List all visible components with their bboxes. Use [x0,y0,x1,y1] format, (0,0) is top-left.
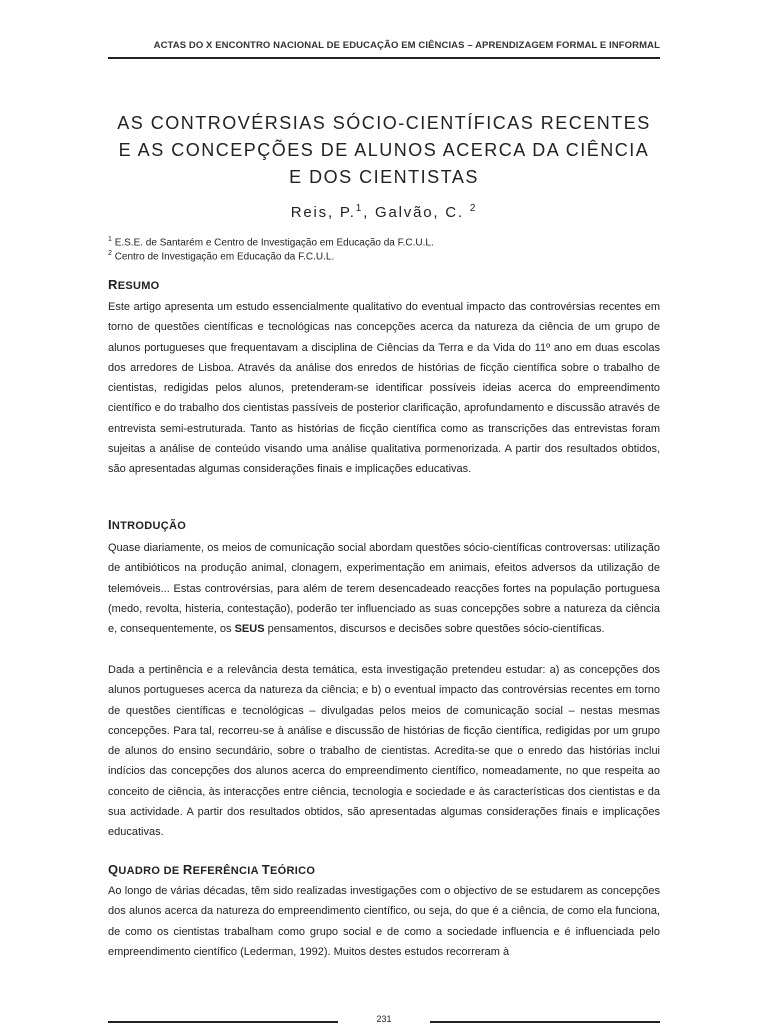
affiliation-text: Centro de Investigação em Educação da F.C.U.L. [114,251,335,263]
author-separator: , [363,204,376,221]
affiliation-1 [108,236,660,248]
title-line-3: E DOS CIENTISTAS [289,167,479,187]
author-list [108,203,660,221]
footer-divider-right [430,1021,660,1023]
section-heading-introducao: INTRODUÇÃO [108,517,187,532]
affiliation-text: E.S.E. de Santarém e Centro de Investigação em Educação da F.C.U.L. [114,237,434,249]
affiliation-mark: 2 [108,250,112,257]
affiliation-2 [108,250,660,262]
header-divider [108,57,660,59]
author-affiliation-mark: 1 [355,203,364,214]
author-name: Reis, P. [290,204,356,221]
title-line-2: E AS CONCEPÇÕES DE ALUNOS ACERCA DA CIÊNCIA [118,140,650,160]
page-number: 231 [376,1014,392,1024]
intro-paragraph-2: Dada a pertinência e a relevância desta temática, esta investigação pretendeu estudar: a) as concepções dos alunos portugueses acerca da natureza da ciência; e b) o eventual impacto das controvérsias recentes em torno de questões científicas e tecnológicas – divulgadas pelos meios de comunicação social – nestas mesmas concepções. Para tal, recorreu-se à análise e discussão de histórias de ficção científica, redigidas por um grupo de alunos do ensino secundário, sobre o trabalho de cientistas. Acredita-se que o enredo das histórias inclui indícios das concepções dos alunos acerca do empreendimento científico, nomeadamente, no que respeita ao conceito de ciência, às interacções entre ciência, tecnologia e sociedade e às características dos cientistas e da sua actividade. A partir dos resultados obtidos, são apresentadas algumas considerações finais e implicações educativas. [108,664,660,839]
framework-paragraph: Ao longo de várias décadas, têm sido realizadas investigações com o objectivo de se estudarem as concepções dos alunos acerca da natureza do empreendimento científico, ou seja, do que é a ciência, de como ela funciona, de como os cientistas trabalham como grupo social e de como a sociedade influencia e é influenciada pelo empreendimento científico (Lederman, 1992). Muitos destes estudos recorreram à [108,885,660,958]
section-heading-resumo: RESUMO [108,277,160,292]
section-heading-quadro: QUADRO DE REFERÊNCIA TEÓRICO [108,862,316,877]
title-line-1: AS CONTROVÉRSIAS SÓCIO-CIENTÍFICAS RECENTES [117,113,651,133]
paper-title [108,110,660,191]
author-affiliation-mark: 2 [469,203,478,214]
emphasis-text: SEUS [234,623,265,636]
running-header: ACTAS DO X ENCONTRO NACIONAL DE EDUCAÇÃO EM CIÊNCIAS – APRENDIZAGEM FORMAL E INFORMAL [153,40,660,51]
abstract-paragraph: Este artigo apresenta um estudo essencialmente qualitativo do eventual impacto das controvérsias recentes em torno de questões científicas e tecnológicas nas concepções acerca da natureza da ciência de um grupo de alunos portugueses que frequentavam a disciplina de Ciências da Terra e da Vida do 11º ano em duas escolas dos arredores de Lisboa. Através da análise dos enredos de histórias de ficção científica sobre o trabalho de cientistas, redigidas pelos alunos, pretenderam-se identificar possíveis ideias acerca do empreendimento científico e do trabalho dos cientistas passíveis de posterior clarificação, aprofundamento e discussão através de entrevista semi-estruturada. Tanto as histórias de ficção científica como as transcrições das entrevistas foram sujeitas a análise de conteúdo visando uma análise qualitativa pormenorizada. A partir dos resultados obtidos, são apresentadas algumas considerações finais e implicações educativas. [108,301,660,476]
author-name: Galvão, C. [375,204,464,221]
intro-paragraph-1: Quase diariamente, os meios de comunicação social abordam questões sócio-científicas controversas: utilização de antibióticos na produção animal, clonagem, experimentação em animais, efeitos adversos da utilização de telemóveis... Estas controvérsias, para além de terem desencadeado reacções fortes na população portuguesa (medo, revolta, histeria, contestação), poderão ter influenciado as suas concepções sobre a natureza da ciência e, consequentemente, os SEUS pensamentos, discursos e decisões sobre questões sócio-científicas. [108,542,660,636]
affiliation-mark: 1 [108,236,112,243]
